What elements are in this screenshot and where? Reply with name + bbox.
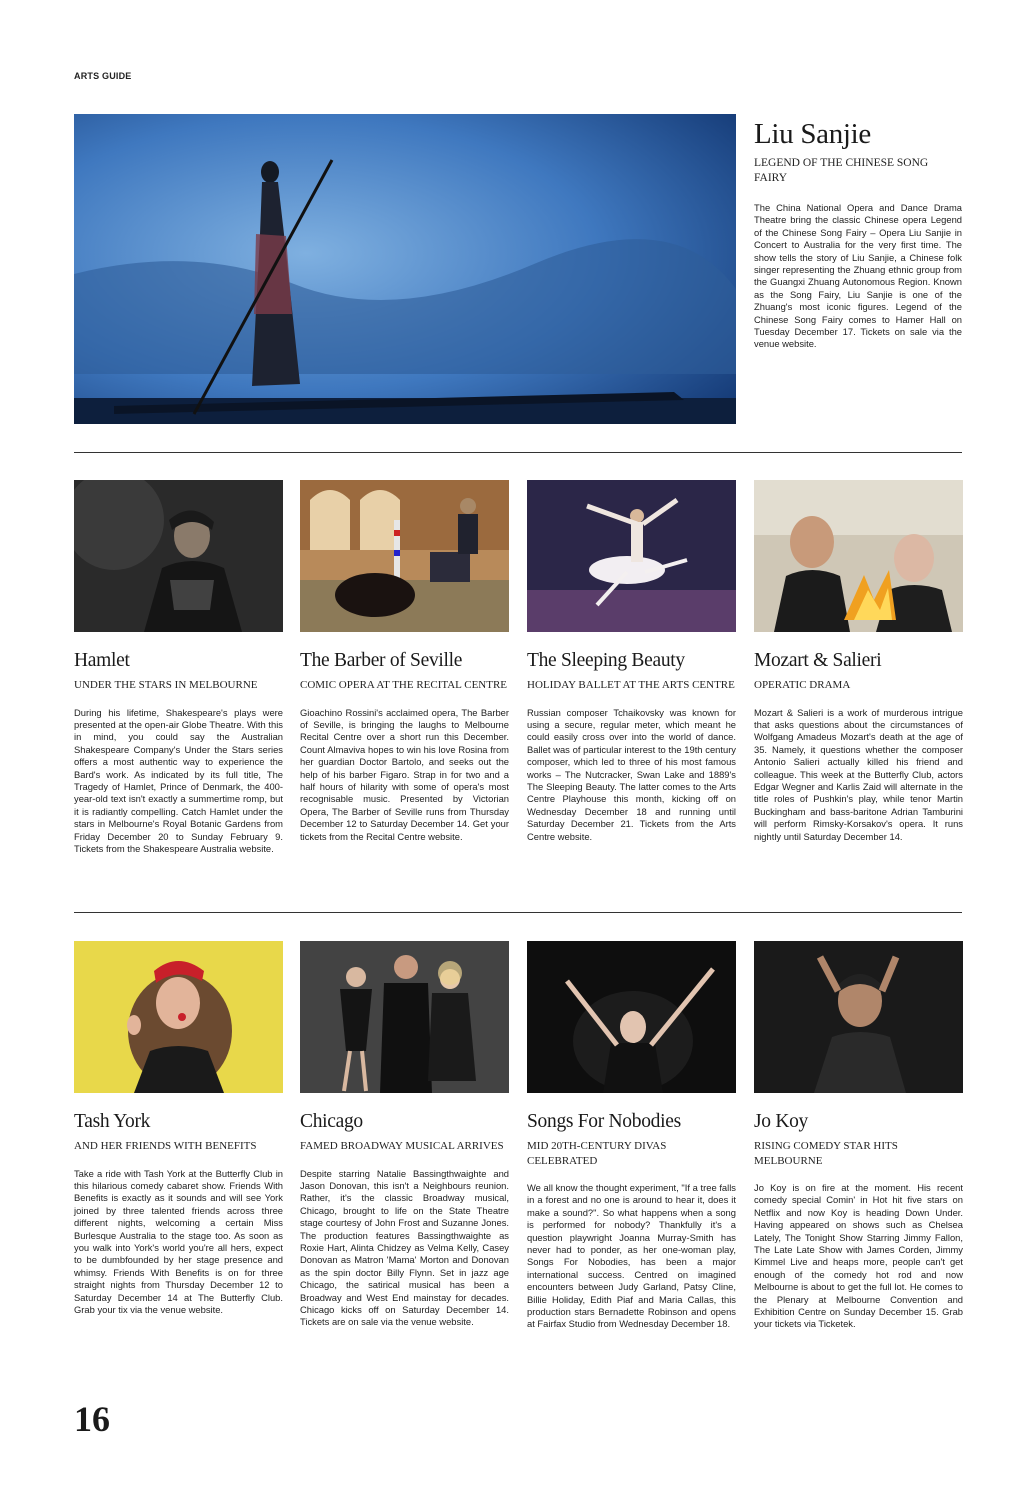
card-body: We all know the thought experiment, "If a tree falls in a forest and no one is around to hear it, does it make a sound?". So what happens when a song is performed for nobody? Thankfully it's a question playwright Joanna Murray-Smith has never had to ponder, as her one-woman play, Songs For Nobodies, has been a major international success. Centred on imagined encounters between Judy Garland, Patsy Cline, Billie Holiday, Edith Piaf and Maria Callas, this production stars Bernadette Robinson and opens at Fairfax Studio from Wednesday December 18. xyxy=(527,1182,736,1330)
article-card xyxy=(527,941,736,1331)
card-body: Jo Koy is on fire at the moment. His recent comedy special Comin' in Hot hit five stars on Netflix and now Koy is heading Down Under. Having appeared on shows such as Chelsea Lately, The Tonight Show Starring Jimmy Fallon, The Late Late Show with James Corden, Jimmy Kimmel Live and heaps more, people can't get enough of the comedy hot rod and now Melbourne is about to get the full lot. He comes to the Plenary at Melbourne Convention and Exhibition Centre on Sunday December 15. Grab your tickets via Ticketek. xyxy=(754,1182,963,1330)
card-title: Songs For Nobodies xyxy=(527,1111,681,1132)
tash-york-photo xyxy=(74,941,283,1093)
page-number: 16 xyxy=(74,1399,110,1439)
section-label: ARTS GUIDE xyxy=(74,71,132,81)
feature-title: Liu Sanjie xyxy=(754,118,872,150)
jo-koy-photo xyxy=(754,941,963,1093)
songs-for-nobodies-photo xyxy=(527,941,736,1093)
card-title: Tash York xyxy=(74,1111,151,1132)
feature-article xyxy=(754,118,962,351)
card-body: Russian composer Tchaikovsky was known for using a secure, regular meter, which meant he could easily cross over into the world of dance. Ballet was of particular interest to the 19th century composer, which led to three of his most famous works – The Nutcracker, Swan Lake and 1889's The Sleeping Beauty. The latter comes to the Arts Centre Playhouse this month, kicking off on Wednesday December 18 and running until Saturday December 21. Tickets from the Arts Centre website. xyxy=(527,706,736,842)
card-title: Hamlet xyxy=(74,650,130,671)
card-subtitle: RISING COMEDY STAR HITS MELBOURNE xyxy=(754,1140,898,1167)
feature-body: The China National Opera and Dance Drama Theatre bring the classic Chinese opera Legend of the Chinese Song Fairy – Opera Liu Sanjie in Concert to Australia for the very first time. The show tells the story of Liu Sanjie, a Chinese folk singer representing the Zhuang ethnic group from the Guangxi Zhuang Autonomous Region. Known as the Song Fairy, Liu Sanjie is one of the Zhuang's most iconic figures. Legend of the Chinese Song Fairy comes to Hamer Hall on Tuesday December 17. Tickets on sale via the venue website. xyxy=(754,202,962,350)
card-subtitle: HOLIDAY BALLET AT THE ARTS CENTRE xyxy=(527,679,735,691)
article-card xyxy=(527,480,736,843)
card-subtitle: FAMED BROADWAY MUSICAL ARRIVES xyxy=(300,1140,504,1152)
card-body: Take a ride with Tash York at the Butterfly Club in this hilarious comedy cabaret show. Friends With Benefits is exactly as it sounds and will see York joined by three talented friends across three different nights, welcoming a certain Miss Burlesque Australia to the stage too. As soon as you walk into York's world you're all hers, expect to be dumbfounded by her stage presence and whimsy. Friends With Benefits is on for three straight nights from Thursday December 12 to Saturday December 14 at The Butterfly Club. Grab your tix via the venue website. xyxy=(74,1167,283,1315)
card-title: Mozart & Salieri xyxy=(754,650,882,671)
card-title: The Sleeping Beauty xyxy=(527,650,685,671)
card-body: During his lifetime, Shakespeare's plays were presented at the open-air Globe Theatre. With this in mind, you could say the Australian Shakespeare Company's Under the Stars series offers a most authentic way to experience the Bard's work. As indicated by its full title, The Tragedy of Hamlet, Prince of Denmark, the 400-year-old text isn't exactly a summertime romp, but it is radiantly compelling. Catch Hamlet under the stars in Melbourne's Royal Botanic Gardens from Friday December 20 to Sunday February 9. Tickets from the Shakespeare Australia website. xyxy=(74,706,283,854)
feature-photo xyxy=(74,114,736,424)
card-subtitle: AND HER FRIENDS WITH BENEFITS xyxy=(74,1140,257,1152)
card-subtitle: COMIC OPERA AT THE RECITAL CENTRE xyxy=(300,679,508,691)
barber-photo xyxy=(300,480,509,632)
chicago-photo xyxy=(300,941,509,1093)
divider xyxy=(74,912,962,913)
article-card xyxy=(74,941,283,1316)
sleeping-beauty-photo xyxy=(527,480,736,632)
article-card xyxy=(754,480,963,843)
card-body: Mozart & Salieri is a work of murderous intrigue that asks questions about the circumstances of Wolfgang Amadeus Mozart's death at the age of 35. Namely, it questions whether the composer Antonio Salieri actually killed his friend and colleague. This week at the Butterfly Club, actors Edgar Wegner and Karlis Zaid will alternate in the title roles of Pushkin's play, while tenor Martin Buckingham and bass-baritone Adrian Tamburini will perform Rimsky-Korsakov's opera. It runs nightly until Saturday December 14. xyxy=(754,706,963,842)
card-title: Chicago xyxy=(300,1111,363,1132)
article-card xyxy=(74,480,283,855)
card-body: Despite starring Natalie Bassingthwaighte and Jason Donovan, this isn't a Neighbours reunion. Rather, it's the classic Broadway musical, Chicago, brought to life on the State Theatre stage courtesy of John Frost and Suzanne Jones. The production features Bassingthwaighte as Roxie Hart, Alinta Chidzey as Velma Kelly, Casey Donovan as Matron 'Mama' Morton and Donovan as the spin doctor Billy Flynn. Set in jazz age Chicago, the satirical musical has been a Broadway and West End mainstay for decades. Chicago kicks off on Saturday December 14. Tickets are on sale via the venue website. xyxy=(300,1167,509,1328)
feature-subtitle: LEGEND OF THE CHINESE SONG FAIRY xyxy=(754,157,929,184)
card-subtitle: OPERATIC DRAMA xyxy=(754,679,851,691)
mozart-salieri-photo xyxy=(754,480,963,632)
card-title: The Barber of Seville xyxy=(300,650,463,671)
card-body: Gioachino Rossini's acclaimed opera, The Barber of Seville, is bringing the laughs to Melbourne Recital Centre over a short run this December. Count Almaviva hopes to win his love Rosina from her guardian Doctor Bartolo, and seeks out the help of his barber Figaro. Strap in for two and a half hours of hilarity with some of opera's most recognisable music. Presented by Victorian Opera, The Barber of Seville runs from Thursday December 12 to Saturday December 14. Get your tickets from the Recital Centre website. xyxy=(300,706,509,842)
card-subtitle: MID 20TH-CENTURY DIVAS CELEBRATED xyxy=(527,1140,667,1167)
card-subtitle: UNDER THE STARS IN MELBOURNE xyxy=(74,679,258,691)
divider xyxy=(74,452,962,453)
article-card xyxy=(300,480,509,843)
article-card xyxy=(300,941,509,1329)
card-title: Jo Koy xyxy=(754,1111,808,1132)
hamlet-photo xyxy=(74,480,283,632)
article-card xyxy=(754,941,963,1331)
